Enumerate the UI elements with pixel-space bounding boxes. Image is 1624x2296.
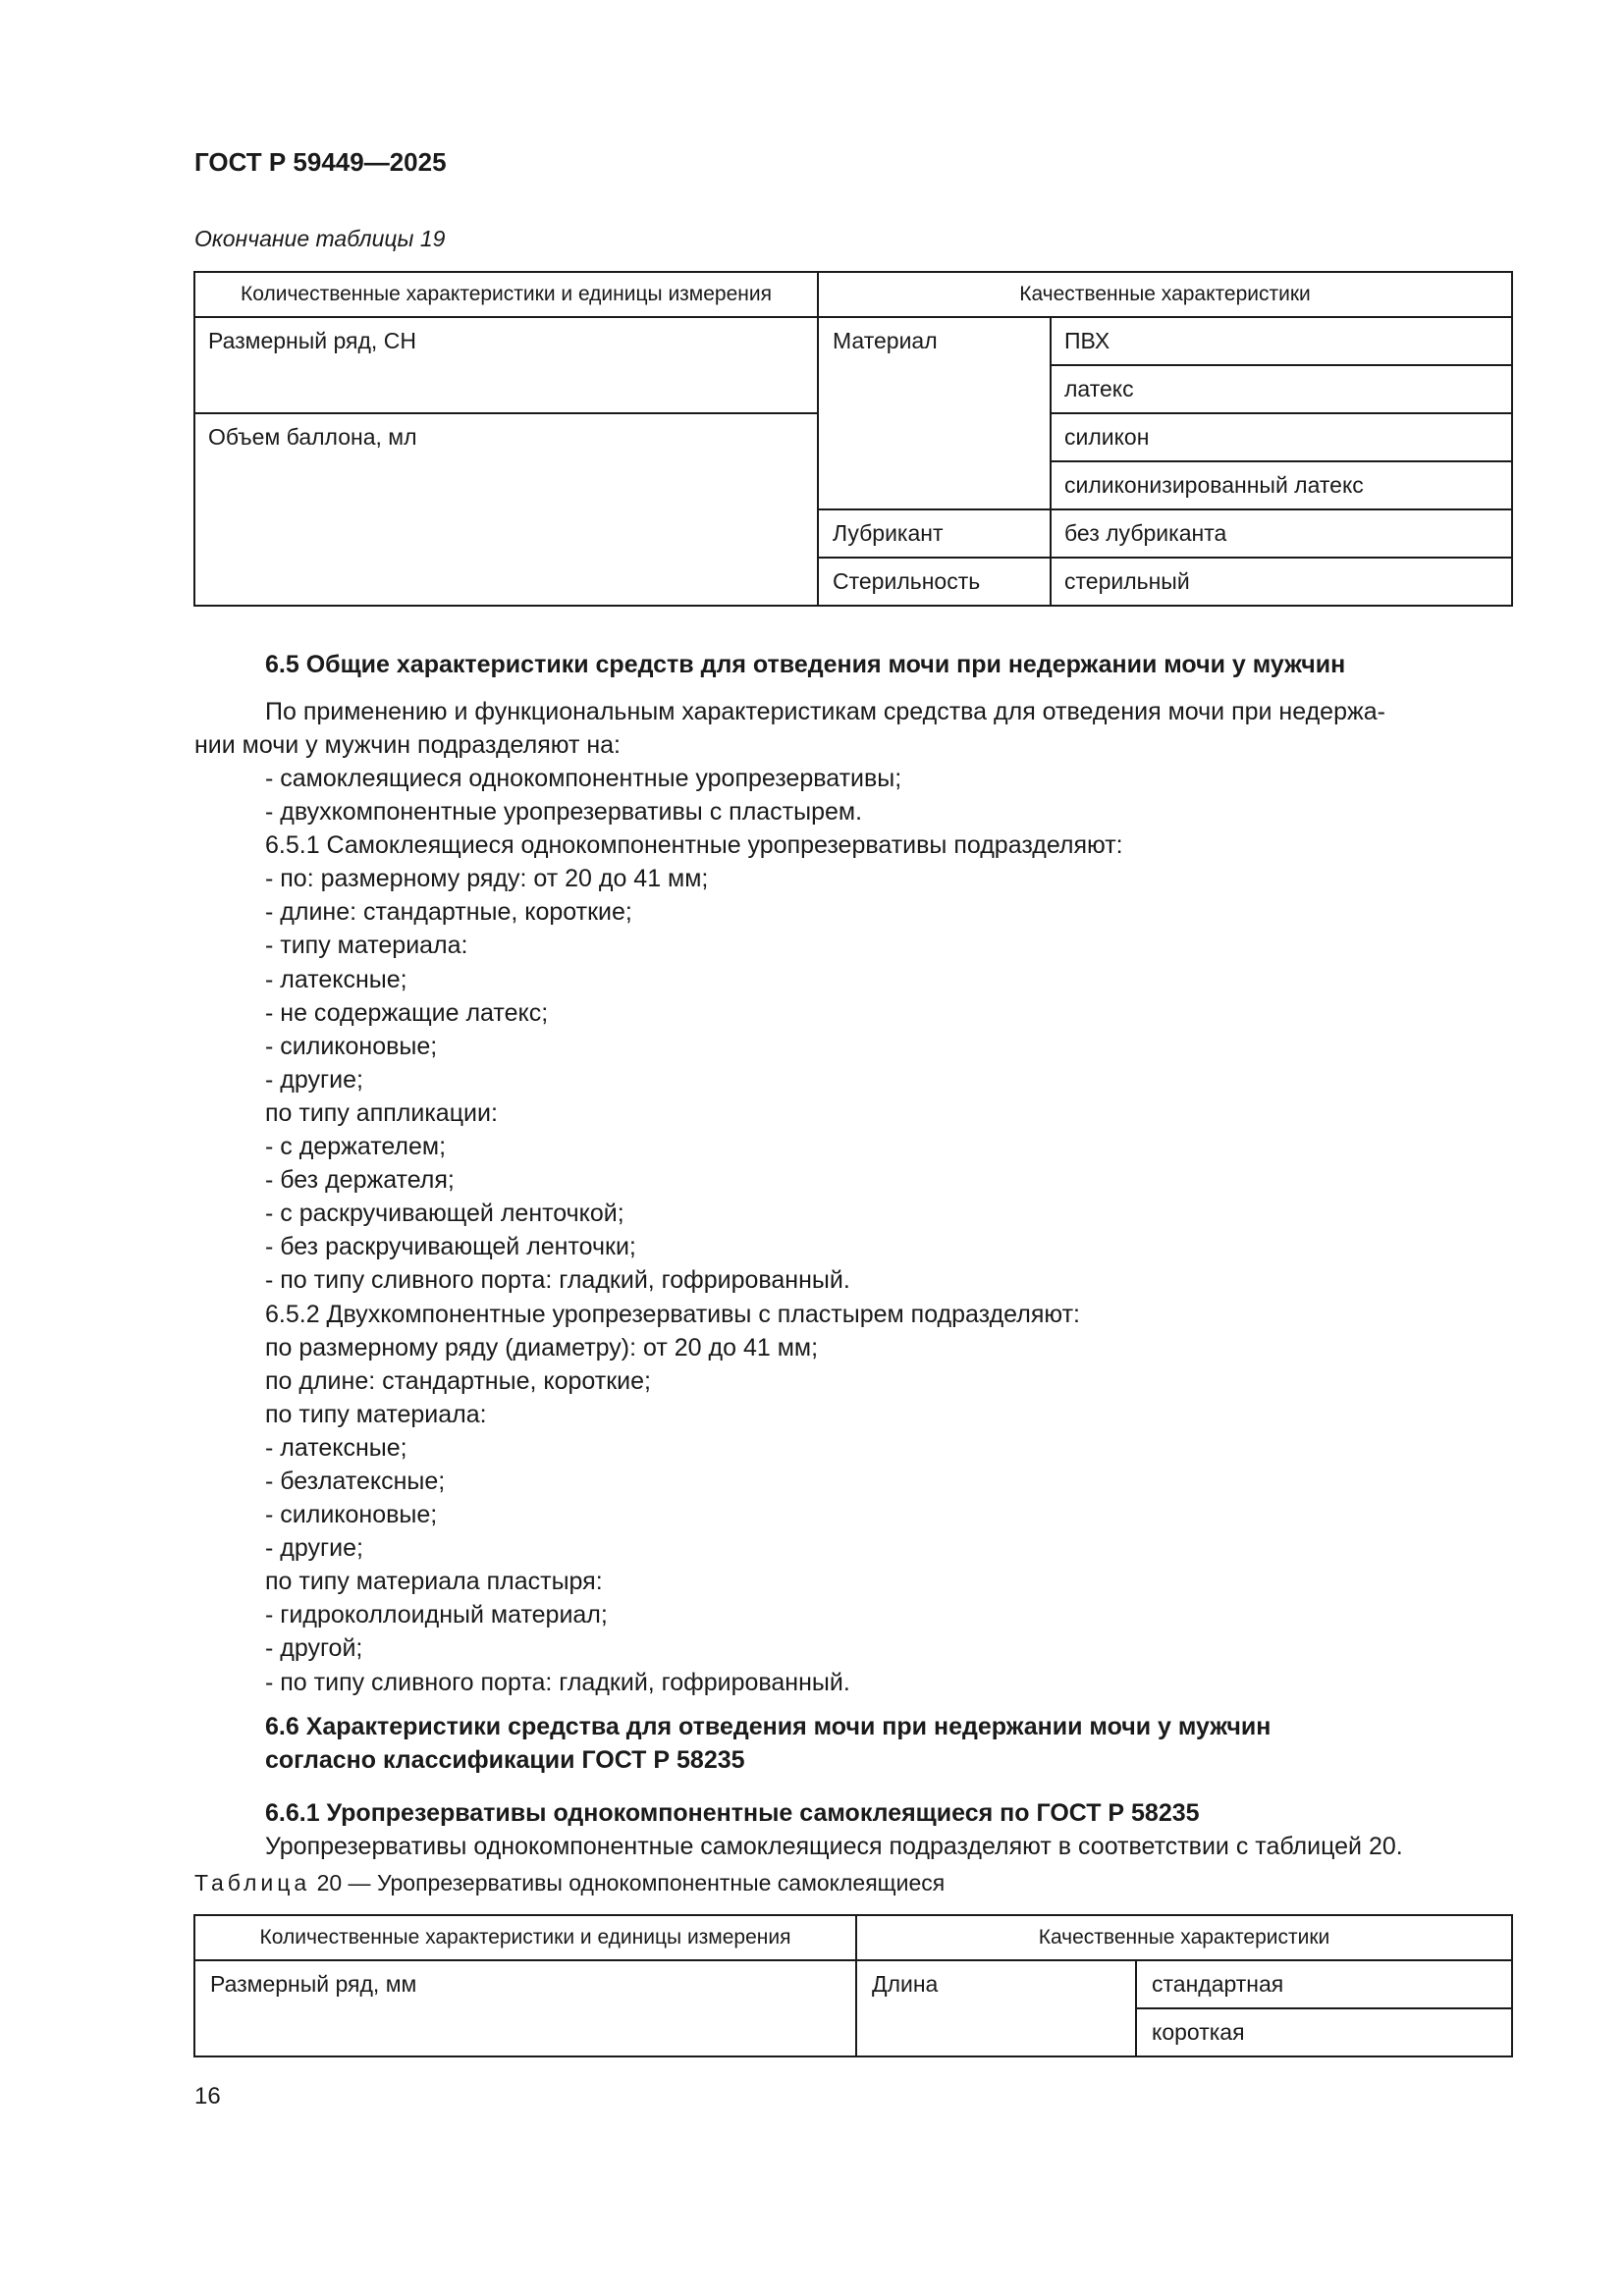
list-item: - самоклеящиеся однокомпонентные уропрезервативы;	[265, 765, 902, 792]
list-item: 6.5.2 Двухкомпонентные уропрезервативы с пластырем подразделяют:	[265, 1300, 1080, 1328]
table-header: Качественные характеристики	[818, 272, 1512, 317]
list-item: - другие;	[265, 1534, 363, 1563]
list-item: - по типу сливного порта: гладкий, гофрированный.	[265, 1266, 850, 1295]
list-item: - длине: стандартные, короткие;	[265, 898, 632, 927]
list-item: - типу материала:	[265, 932, 468, 960]
table-cell: короткая	[1136, 2008, 1512, 2056]
list-item: - без раскручивающей ленточки;	[265, 1233, 636, 1261]
table-cell: Лубрикант	[818, 509, 1051, 558]
list-item: 6.5.1 Самоклеящиеся однокомпонентные уропрезервативы подразделяют:	[265, 831, 1123, 860]
paragraph-line: нии мочи у мужчин подразделяют на:	[194, 731, 621, 759]
table-cell: латекс	[1051, 365, 1512, 413]
caption-label: Таблица	[194, 1870, 311, 1896]
table-cell: Материал	[818, 317, 1051, 509]
list-item: - другие;	[265, 1065, 363, 1094]
table-cell: стандартная	[1136, 1960, 1512, 2008]
list-item: по размерному ряду (диаметру): от 20 до 41 мм;	[265, 1333, 819, 1362]
paragraph-line: По применению и функциональным характеристикам средства для отведения мочи при недержа-	[265, 698, 1385, 725]
table-cell: Размерный ряд, мм	[194, 1960, 856, 2056]
table-cell: Размерный ряд, СН	[194, 317, 818, 413]
table-header: Количественные характеристики и единицы измерения	[194, 1915, 856, 1960]
list-item: - двухкомпонентные уропрезервативы с пластырем.	[265, 798, 863, 827]
table-header: Количественные характеристики и единицы измерения	[194, 272, 818, 317]
list-item: по длине: стандартные, короткие;	[265, 1366, 651, 1395]
document-code: ГОСТ Р 59449—2025	[194, 147, 447, 177]
table-19	[193, 271, 1513, 607]
table-20	[193, 1914, 1513, 2057]
list-item: - гидроколлоидный материал;	[265, 1601, 608, 1629]
page-number: 16	[194, 2083, 221, 2109]
list-item: - латексные;	[265, 1433, 407, 1462]
section-heading	[265, 1710, 1271, 1777]
subsection-text	[265, 1830, 1512, 1863]
list-item: - силиконовые;	[265, 1501, 438, 1529]
table-19-caption: Окончание таблицы 19	[194, 226, 446, 251]
list-item: - другой;	[265, 1634, 363, 1663]
table-cell: силикон	[1051, 413, 1512, 461]
table-cell: ПВХ	[1051, 317, 1512, 365]
list-item: - силиконовые;	[265, 1032, 438, 1060]
list-item: - с держателем;	[265, 1133, 447, 1161]
paragraph-line: Уропрезервативы однокомпонентные самоклеящиеся подразделяют в соответствии с таблицей 20.	[265, 1833, 1403, 1860]
section-intro	[194, 695, 1512, 762]
table-cell: без лубриканта	[1051, 509, 1512, 558]
list-item: по типу аппликации:	[265, 1098, 498, 1127]
table-cell: Стерильность	[818, 558, 1051, 606]
table-cell: стерильный	[1051, 558, 1512, 606]
list-item: - без держателя;	[265, 1166, 455, 1195]
section-heading: 6.5 Общие характеристики средств для отведения мочи при недержании мочи у мужчин	[265, 651, 1346, 678]
list-item: - по: размерному ряду: от 20 до 41 мм;	[265, 865, 709, 893]
classification-list	[265, 762, 1123, 1699]
heading-line: согласно классификации ГОСТ Р 58235	[265, 1746, 745, 1774]
list-item: - безлатексные;	[265, 1467, 446, 1495]
list-item: - латексные;	[265, 965, 407, 993]
heading-line: 6.6 Характеристики средства для отведения мочи при недержании мочи у мужчин	[265, 1713, 1272, 1740]
list-item: - не содержащие латекс;	[265, 998, 549, 1027]
table-cell: Объем баллона, мл	[194, 413, 818, 606]
table-20-caption	[194, 1870, 945, 1896]
subsection-heading: 6.6.1 Уропрезервативы однокомпонентные самоклеящиеся по ГОСТ Р 58235	[265, 1799, 1200, 1827]
table-cell: силиконизированный латекс	[1051, 461, 1512, 509]
caption-text: 20 — Уропрезервативы однокомпонентные самоклеящиеся	[310, 1870, 946, 1896]
table-cell: Длина	[856, 1960, 1136, 2056]
table-header: Качественные характеристики	[856, 1915, 1512, 1960]
list-item: по типу материала:	[265, 1400, 487, 1428]
list-item: - с раскручивающей ленточкой;	[265, 1200, 624, 1228]
list-item: по типу материала пластыря:	[265, 1568, 603, 1596]
list-item: - по типу сливного порта: гладкий, гофрированный.	[265, 1668, 850, 1696]
